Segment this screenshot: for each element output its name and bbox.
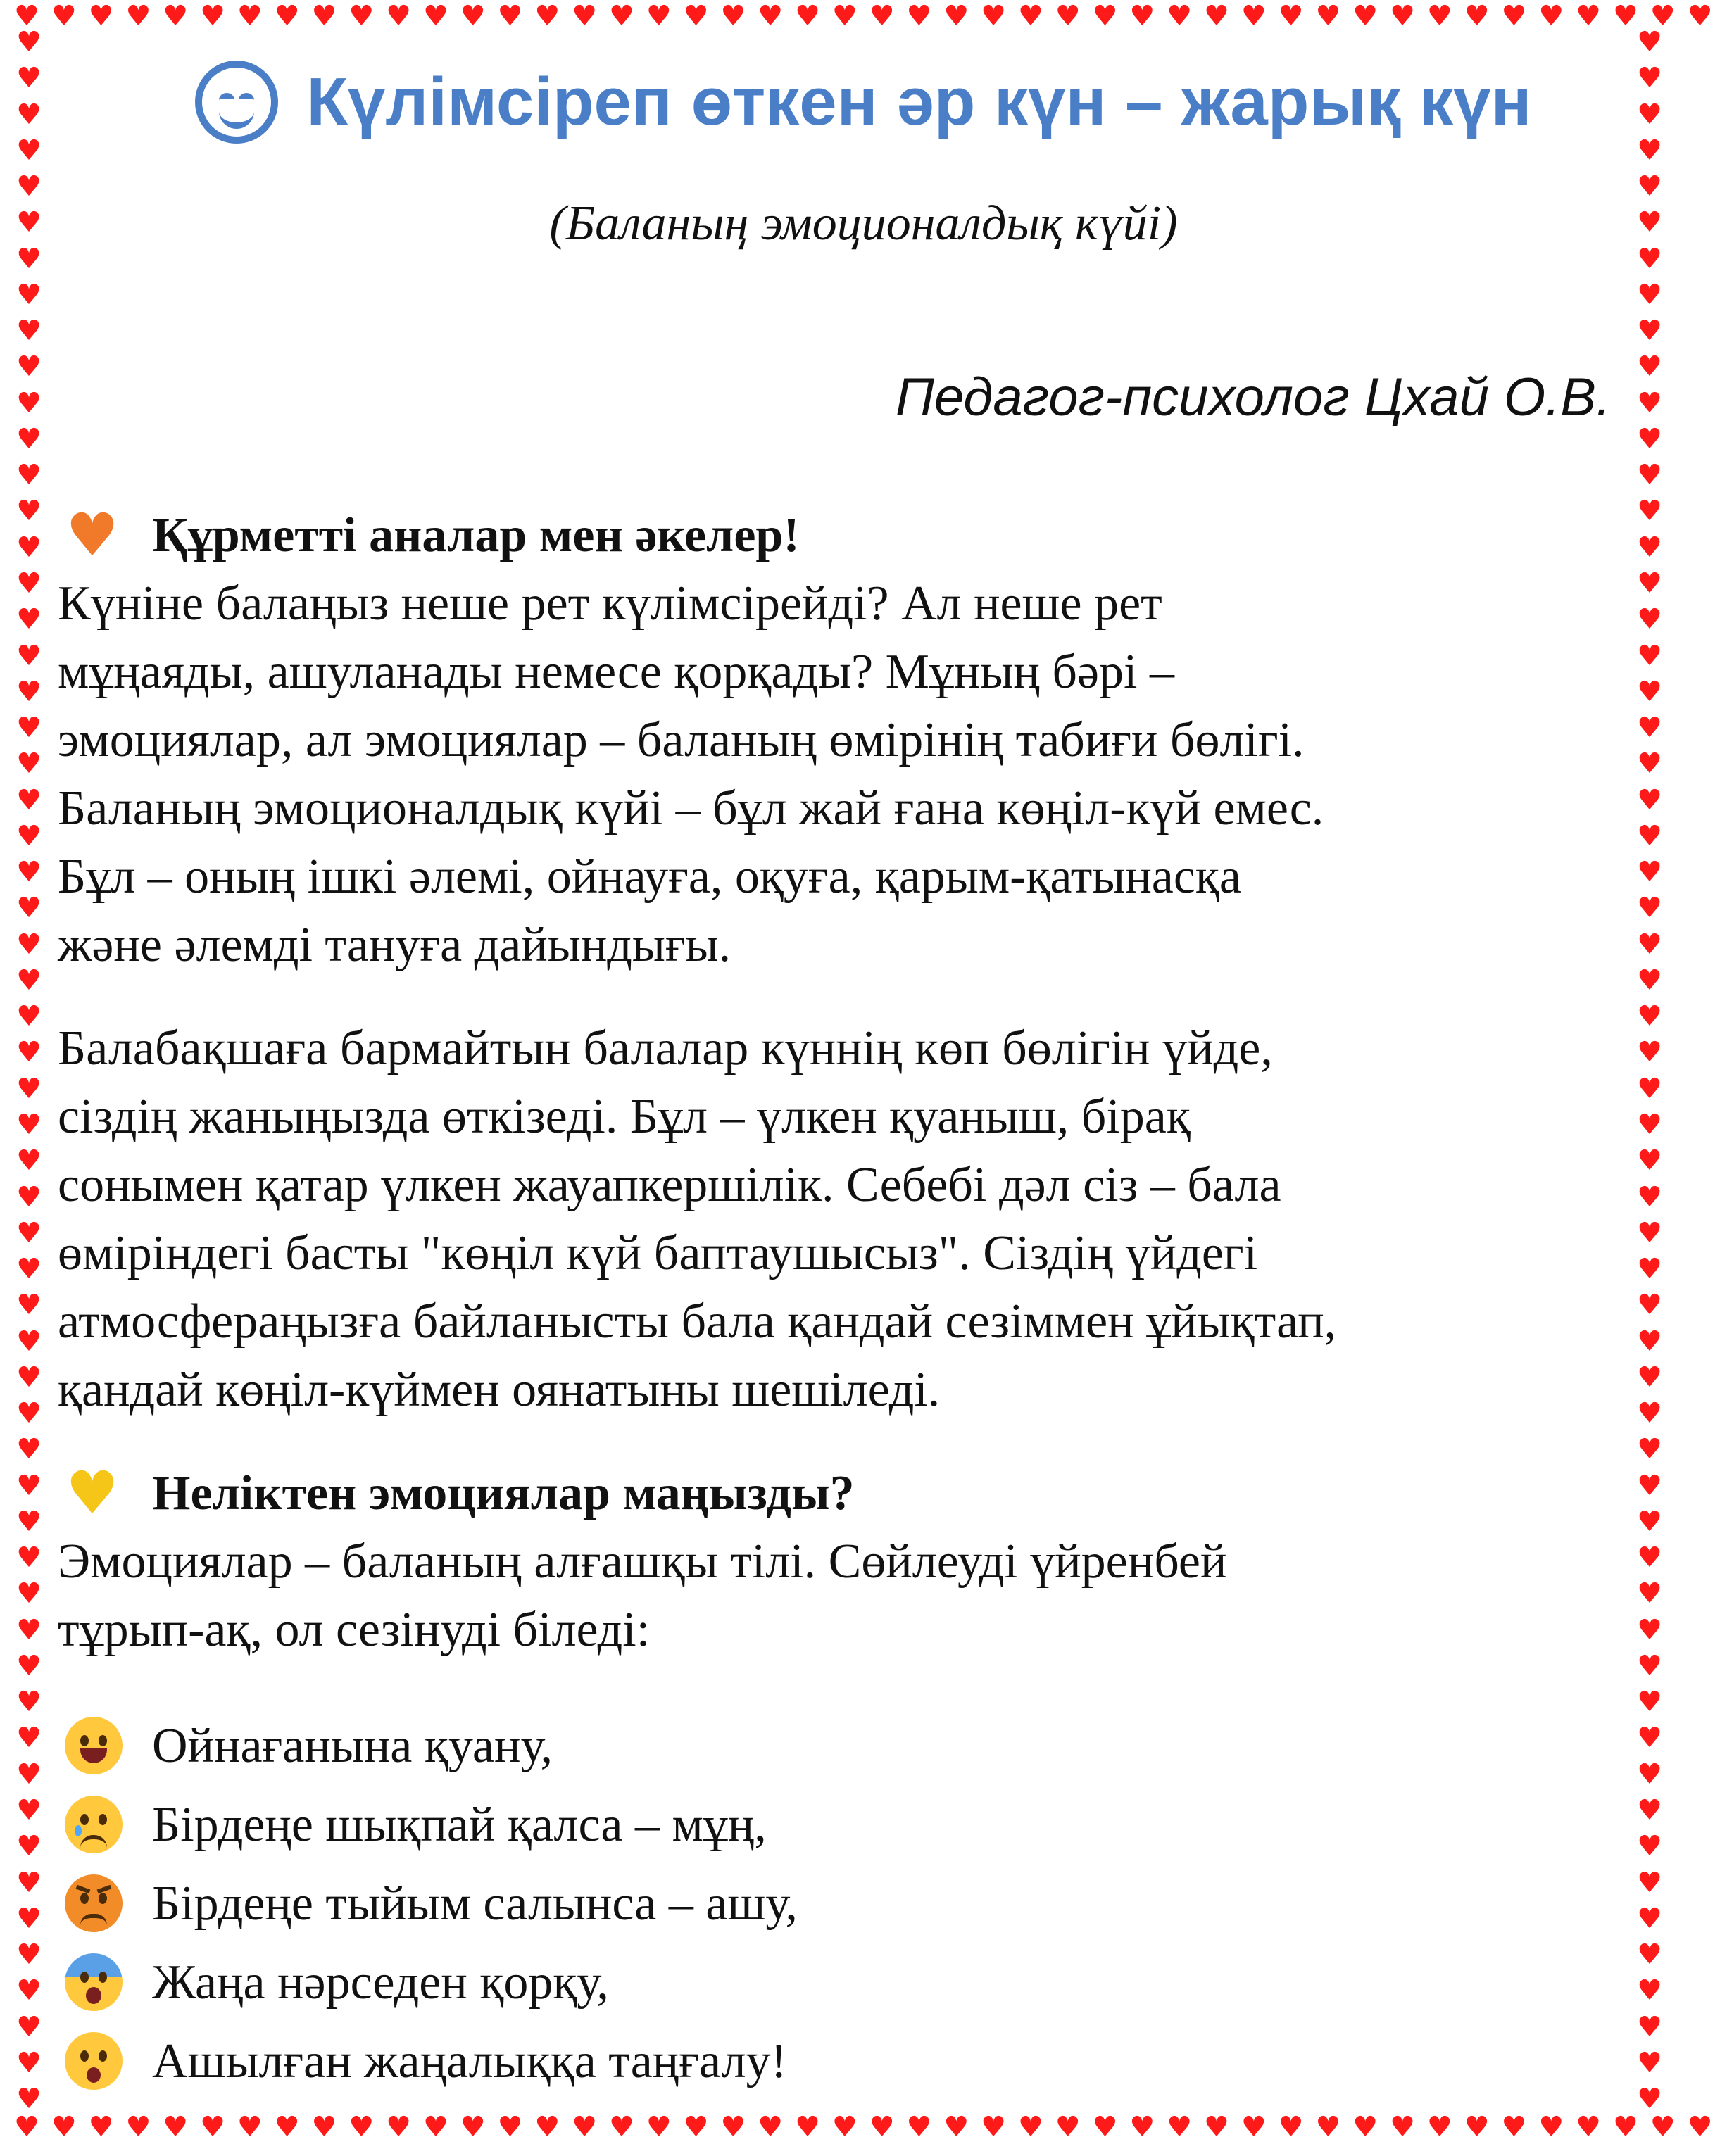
heart-icon: ♥ (534, 2111, 560, 2143)
heart-icon: ♥ (1390, 0, 1415, 32)
heart-icon: ♥ (1637, 2046, 1662, 2079)
heart-icon: ♥ (163, 2111, 189, 2143)
heart-icon: ♥ (200, 0, 225, 32)
list-item-text: Бірдеңе шықпай қалса – мұң, (152, 1797, 767, 1852)
heart-icon: ♥ (163, 0, 189, 32)
author: Педагог-психолог Цхай О.В. (895, 367, 1611, 427)
heart-border-bottom (14, 2111, 1713, 2143)
heart-icon: ♥ (1687, 2111, 1713, 2143)
paragraph-line: Баланың эмоционалдық күйі – бұл жай ғана көңіл-күй емес. (58, 781, 1324, 836)
heart-icon: ♥ (16, 1325, 42, 1358)
heart-icon: ♥ (16, 1938, 42, 1972)
heading-text: Неліктен эмоциялар маңызды? (152, 1466, 855, 1520)
heart-icon: ♥ (16, 1866, 42, 1899)
heart-icon: ♥ (1637, 1794, 1662, 1827)
heart-icon: ♥ (1637, 712, 1662, 745)
heart-icon: ♥ (16, 1216, 42, 1249)
heart-icon: ♥ (1637, 1000, 1662, 1033)
heart-icon: ♥ (16, 1722, 42, 1755)
heart-icon: ♥ (16, 712, 42, 745)
heart-icon: ♥ (1637, 1505, 1662, 1538)
heart-icon: ♥ (1637, 1072, 1662, 1105)
heart-icon: ♥ (88, 2111, 114, 2143)
article-body (58, 501, 1621, 2100)
heart-icon: ♥ (460, 2111, 486, 2143)
heart-icon: ♥ (16, 892, 42, 925)
heart-icon: ♥ (1204, 2111, 1229, 2143)
heart-icon: ♥ (1637, 495, 1662, 528)
list-item (58, 1943, 1621, 2022)
heart-icon: ♥ (16, 2083, 42, 2114)
heart-icon: ♥ (16, 675, 42, 708)
heart-icon: ♥ (16, 1180, 42, 1213)
heart-icon: ♥ (16, 459, 42, 492)
heart-icon: ♥ (609, 0, 634, 32)
heart-icon: ♥ (1055, 0, 1081, 32)
grinning-face-icon (65, 1717, 123, 1774)
heart-icon: ♥ (1315, 0, 1341, 32)
heart-icon: ♥ (1352, 0, 1379, 32)
heart-icon: ♥ (348, 0, 375, 32)
heart-icon: ♥ (16, 1830, 42, 1863)
list-item-text: Бірдеңе тыйым салынса – ашу, (152, 1876, 798, 1931)
heart-icon: ♥ (1637, 1397, 1662, 1430)
heart-icon: ♥ (943, 0, 969, 32)
list-item-text: Ойнағанына қуану, (152, 1718, 553, 1773)
paragraph-line: сіздің жаныңызда өткізеді. Бұл – үлкен қуаныш, бірақ (58, 1090, 1191, 1144)
heart-icon: ♥ (16, 1758, 42, 1791)
heart-icon: ♥ (16, 1505, 42, 1538)
heart-icon: ♥ (16, 1649, 42, 1682)
heart-icon: ♥ (1637, 1938, 1662, 1972)
heart-icon: ♥ (16, 819, 42, 852)
heart-icon: ♥ (16, 748, 42, 781)
heart-icon: ♥ (1637, 1542, 1662, 1575)
heart-icon: ♥ (16, 603, 42, 636)
heart-icon: ♥ (16, 1469, 42, 1502)
heart-icon: ♥ (1129, 2111, 1155, 2143)
heart-icon: ♥ (1637, 1361, 1662, 1394)
list-item-text: Жаңа нәрседен қорқу, (152, 1955, 609, 2010)
heart-icon: ♥ (16, 351, 42, 384)
heart-icon: ♥ (16, 422, 42, 455)
heart-icon: ♥ (16, 1072, 42, 1105)
heart-icon: ♥ (1637, 2010, 1662, 2043)
heart-icon: ♥ (1538, 0, 1564, 32)
heart-icon: ♥ (1637, 422, 1662, 455)
heart-icon: ♥ (1637, 1145, 1662, 1178)
heart-icon: ♥ (16, 964, 42, 997)
heart-icon: ♥ (1241, 0, 1267, 32)
heart-icon: ♥ (1637, 1758, 1662, 1791)
heart-icon: ♥ (1637, 1974, 1662, 2007)
heart-icon: ♥ (1017, 0, 1043, 32)
heart-icon: ♥ (1637, 1289, 1662, 1322)
heart-icon: ♥ (683, 2111, 709, 2143)
heart-icon: ♥ (683, 0, 709, 32)
paragraph-line: және әлемді тануға дайындығы. (58, 918, 731, 972)
heart-icon: ♥ (16, 2010, 42, 2043)
heart-icon: ♥ (1426, 2111, 1452, 2143)
heart-icon: ♥ (237, 0, 263, 32)
fearful-face-icon (65, 1953, 123, 2011)
heart-icon: ♥ (1637, 1866, 1662, 1899)
section-heading-why (58, 1459, 1621, 1527)
heart-border-top (14, 0, 1713, 32)
smiley-icon (195, 61, 278, 144)
heart-icon: ♥ (1167, 0, 1193, 32)
heart-icon: ♥ (906, 2111, 932, 2143)
heart-icon: ♥ (497, 2111, 523, 2143)
heart-icon: ♥ (1501, 0, 1527, 32)
list-item-text: Ашылған жаңалыққа таңғалу! (152, 2034, 787, 2088)
heart-icon: ♥ (1637, 351, 1662, 384)
heart-icon: ♥ (16, 1361, 42, 1394)
heart-icon: ♥ (1637, 386, 1662, 420)
heart-icon: ♥ (1637, 639, 1662, 672)
heart-icon: ♥ (1637, 1325, 1662, 1358)
heart-icon: ♥ (16, 278, 42, 311)
heart-icon: ♥ (572, 2111, 598, 2143)
heart-icon: ♥ (1637, 748, 1662, 781)
heart-icon: ♥ (869, 0, 895, 32)
heart-icon: ♥ (1637, 1649, 1662, 1682)
paragraph-line: сонымен қатар үлкен жауапкершілік. Себебі дәл сіз – бала (58, 1158, 1281, 1212)
heart-icon: ♥ (16, 1542, 42, 1575)
heart-icon: ♥ (16, 28, 42, 58)
paragraph-line: Эмоциялар – баланың алғашқы тілі. Сөйлеуді үйренбей (58, 1534, 1227, 1589)
heart-border-left (13, 28, 45, 2114)
heart-icon: ♥ (16, 386, 42, 420)
heart-icon: ♥ (16, 1253, 42, 1286)
heart-icon: ♥ (16, 531, 42, 564)
heart-icon: ♥ (1017, 2111, 1043, 2143)
heart-icon: ♥ (1637, 1216, 1662, 1249)
heart-icon: ♥ (16, 2046, 42, 2079)
heart-icon: ♥ (1637, 928, 1662, 961)
heart-icon: ♥ (16, 315, 42, 348)
heart-icon: ♥ (1167, 2111, 1193, 2143)
heart-icon: ♥ (125, 2111, 151, 2143)
heart-icon: ♥ (1464, 2111, 1490, 2143)
heart-icon: ♥ (311, 2111, 337, 2143)
heart-icon: ♥ (1637, 1036, 1662, 1069)
heart-icon: ♥ (1612, 0, 1638, 32)
heart-icon: ♥ (16, 62, 42, 95)
heart-icon: ♥ (1650, 2111, 1676, 2143)
heart-icon: ♥ (831, 2111, 858, 2143)
paragraph-line: атмосфераңызға байланысты бала қандай сезіммен ұйықтап, (58, 1294, 1337, 1349)
heart-icon: ♥ (51, 0, 77, 32)
heart-icon: ♥ (572, 0, 598, 32)
heart-icon: ♥ (16, 1794, 42, 1827)
sad-tear-face-icon (65, 1796, 123, 1853)
heart-icon: ♥ (981, 2111, 1006, 2143)
heart-icon: ♥ (1637, 242, 1662, 275)
heart-icon: ♥ (1637, 1253, 1662, 1286)
heart-icon: ♥ (125, 0, 151, 32)
heart-icon: ♥ (1501, 2111, 1527, 2143)
angry-face-icon (65, 1874, 123, 1932)
astonished-face-icon (65, 2032, 123, 2090)
orange-heart-icon: ♥ (65, 500, 119, 569)
heart-icon: ♥ (1612, 2111, 1638, 2143)
heart-icon: ♥ (943, 2111, 969, 2143)
paragraph-line: тұрып-ақ, ол сезінуді біледі: (58, 1603, 651, 1657)
heart-icon: ♥ (1637, 134, 1662, 167)
heart-icon: ♥ (646, 2111, 672, 2143)
heart-icon: ♥ (1637, 1722, 1662, 1755)
heart-icon: ♥ (1092, 2111, 1118, 2143)
heart-icon: ♥ (758, 2111, 784, 2143)
heart-icon: ♥ (16, 783, 42, 817)
heart-border-right (1633, 28, 1666, 2114)
heart-icon: ♥ (869, 2111, 895, 2143)
heart-icon: ♥ (16, 928, 42, 961)
heart-icon: ♥ (16, 1108, 42, 1141)
heart-icon: ♥ (609, 2111, 634, 2143)
paragraph-line: Балабақшаға бармайтын балалар күннің көп бөлігін үйде, (58, 1021, 1273, 1076)
heart-icon: ♥ (16, 1000, 42, 1033)
heart-icon: ♥ (1637, 1686, 1662, 1719)
heart-icon: ♥ (1055, 2111, 1081, 2143)
heart-icon: ♥ (1637, 1433, 1662, 1466)
heart-icon: ♥ (1637, 783, 1662, 817)
page-title (0, 60, 1727, 144)
heart-icon: ♥ (1637, 1902, 1662, 1935)
paragraph-line: мұңаяды, ашуланады немесе қорқады? Мұның бәрі – (58, 645, 1175, 699)
heart-icon: ♥ (1650, 0, 1676, 32)
heart-icon: ♥ (1352, 2111, 1379, 2143)
heart-icon: ♥ (14, 0, 39, 32)
heart-icon: ♥ (16, 170, 42, 203)
heart-icon: ♥ (1637, 1108, 1662, 1141)
list-item (58, 1706, 1621, 1785)
heart-icon: ♥ (460, 0, 486, 32)
section-heading-parents (58, 501, 1621, 569)
heart-icon: ♥ (16, 1902, 42, 1935)
heart-icon: ♥ (981, 0, 1006, 32)
heart-icon: ♥ (1241, 2111, 1267, 2143)
paragraph-line: қандай көңіл-күймен оянатыны шешіледі. (58, 1363, 941, 1417)
heart-icon: ♥ (14, 2111, 39, 2143)
heart-icon: ♥ (1637, 62, 1662, 95)
heart-icon: ♥ (51, 2111, 77, 2143)
heart-icon: ♥ (497, 0, 523, 32)
paragraph-line: эмоциялар, ал эмоциялар – баланың өмірінің табиғи бөлігі. (58, 713, 1305, 767)
heart-icon: ♥ (1315, 2111, 1341, 2143)
heart-icon: ♥ (16, 1145, 42, 1178)
heart-icon: ♥ (1637, 856, 1662, 889)
yellow-heart-icon: ♥ (65, 1458, 119, 1527)
heart-icon: ♥ (16, 98, 42, 131)
heart-icon: ♥ (16, 1036, 42, 1069)
heart-icon: ♥ (1637, 1830, 1662, 1863)
heart-icon: ♥ (1538, 2111, 1564, 2143)
heart-icon: ♥ (274, 0, 300, 32)
heart-icon: ♥ (386, 2111, 411, 2143)
heart-icon: ♥ (1204, 0, 1229, 32)
heart-icon: ♥ (1637, 206, 1662, 239)
heart-icon: ♥ (16, 1433, 42, 1466)
heart-icon: ♥ (386, 0, 411, 32)
heart-icon: ♥ (720, 2111, 746, 2143)
heart-icon: ♥ (274, 2111, 300, 2143)
heart-icon: ♥ (1637, 531, 1662, 564)
heart-icon: ♥ (1390, 2111, 1415, 2143)
heart-icon: ♥ (1637, 278, 1662, 311)
heart-icon: ♥ (1576, 2111, 1601, 2143)
title-text: Күлімсіреп өткен әр күн – жарық күн (306, 64, 1532, 139)
heart-icon: ♥ (16, 1686, 42, 1719)
heart-icon: ♥ (1637, 1577, 1662, 1610)
heart-icon: ♥ (795, 2111, 820, 2143)
heart-icon: ♥ (534, 0, 560, 32)
heart-icon: ♥ (1129, 0, 1155, 32)
heart-icon: ♥ (1637, 28, 1662, 58)
list-item (58, 2022, 1621, 2100)
heart-icon: ♥ (646, 0, 672, 32)
heart-icon: ♥ (16, 1289, 42, 1322)
heart-icon: ♥ (16, 1577, 42, 1610)
subtitle: (Баланың эмоционалдық күйі) (549, 196, 1178, 251)
heart-icon: ♥ (1278, 0, 1304, 32)
heart-icon: ♥ (1637, 2083, 1662, 2114)
heart-icon: ♥ (831, 0, 858, 32)
heart-icon: ♥ (1637, 1613, 1662, 1646)
paragraph-line: Күніне балаңыз неше рет күлімсірейді? Ал неше рет (58, 576, 1162, 631)
list-item (58, 1864, 1621, 1943)
heart-icon: ♥ (1637, 603, 1662, 636)
heart-icon: ♥ (16, 1397, 42, 1430)
heart-icon: ♥ (348, 2111, 375, 2143)
heart-icon: ♥ (16, 639, 42, 672)
heart-icon: ♥ (16, 856, 42, 889)
heart-icon: ♥ (16, 1613, 42, 1646)
list-item (58, 1785, 1621, 1864)
heart-icon: ♥ (311, 0, 337, 32)
heart-icon: ♥ (16, 495, 42, 528)
heart-icon: ♥ (1637, 892, 1662, 925)
heart-icon: ♥ (795, 0, 820, 32)
heart-icon: ♥ (1637, 964, 1662, 997)
heart-icon: ♥ (720, 0, 746, 32)
heart-icon: ♥ (1092, 0, 1118, 32)
heart-icon: ♥ (906, 0, 932, 32)
heart-icon: ♥ (16, 567, 42, 600)
heart-icon: ♥ (1637, 315, 1662, 348)
heart-icon: ♥ (1637, 459, 1662, 492)
heart-icon: ♥ (422, 0, 448, 32)
heart-icon: ♥ (237, 2111, 263, 2143)
heart-icon: ♥ (1576, 0, 1601, 32)
heart-icon: ♥ (1637, 675, 1662, 708)
heart-icon: ♥ (1426, 0, 1452, 32)
paragraph-line: өміріндегі басты "көңіл күй баптаушысыз". Сіздің үйдегі (58, 1226, 1258, 1280)
heart-icon: ♥ (1637, 819, 1662, 852)
heart-icon: ♥ (16, 1974, 42, 2007)
paragraph-line: Бұл – оның ішкі әлемі, ойнауға, оқуға, қарым-қатынасқа (58, 850, 1241, 904)
heart-icon: ♥ (758, 0, 784, 32)
heart-icon: ♥ (422, 2111, 448, 2143)
heart-icon: ♥ (1464, 0, 1490, 32)
heart-icon: ♥ (16, 134, 42, 167)
heart-icon: ♥ (1687, 0, 1713, 32)
heart-icon: ♥ (1637, 98, 1662, 131)
heart-icon: ♥ (16, 242, 42, 275)
heart-icon: ♥ (1637, 567, 1662, 600)
heart-icon: ♥ (88, 0, 114, 32)
heart-icon: ♥ (1637, 1469, 1662, 1502)
heart-icon: ♥ (16, 206, 42, 239)
heart-icon: ♥ (1278, 2111, 1304, 2143)
heading-text: Құрметті аналар мен әкелер! (152, 508, 800, 562)
heart-icon: ♥ (200, 2111, 225, 2143)
heart-icon: ♥ (1637, 170, 1662, 203)
heart-icon: ♥ (1637, 1180, 1662, 1213)
